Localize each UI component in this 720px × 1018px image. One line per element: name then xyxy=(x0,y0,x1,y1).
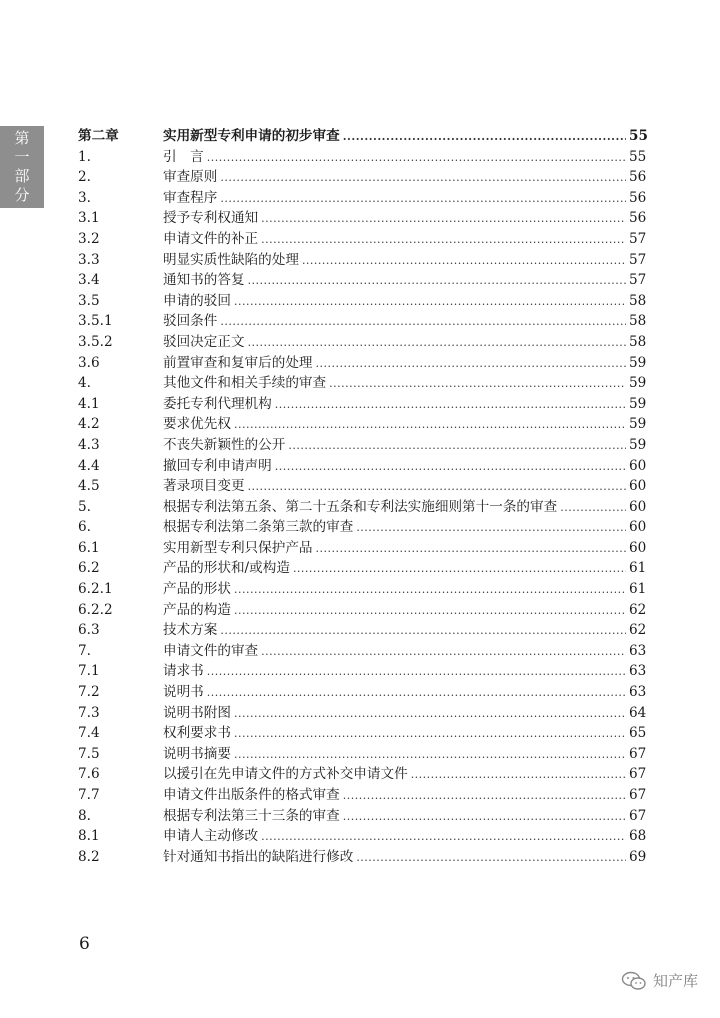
toc-entry-number: 3.1 xyxy=(78,210,100,227)
toc-leader-dots xyxy=(207,151,626,164)
toc-entry-title: 技术方案 xyxy=(163,622,218,639)
toc-leader-dots xyxy=(356,851,626,864)
toc-entry-title: 说明书摘要 xyxy=(163,745,231,762)
toc-entry-title: 产品的形状 xyxy=(163,581,231,598)
toc-leader-dots xyxy=(288,439,626,452)
table-of-contents xyxy=(78,124,648,865)
toc-entry xyxy=(78,227,647,248)
toc-entry-page: 61 xyxy=(629,581,647,598)
toc-leader-dots xyxy=(302,254,626,267)
toc-entry-page: 67 xyxy=(629,787,647,803)
toc-entry-title: 著录项目变更 xyxy=(163,478,245,495)
toc-entry-number: 4.5 xyxy=(78,478,100,495)
toc-leader-dots xyxy=(261,233,626,246)
toc-entry-page: 67 xyxy=(629,745,647,762)
toc-entry-number: 8. xyxy=(78,807,91,824)
toc-entry-title: 驳回决定正文 xyxy=(163,333,245,350)
page-number: 6 xyxy=(79,934,90,954)
toc-leader-dots xyxy=(560,501,626,514)
toc-entry-number: 6.2.2 xyxy=(78,601,113,618)
toc-entry xyxy=(78,515,647,536)
toc-entry xyxy=(78,165,647,186)
toc-entry-page: 67 xyxy=(629,807,647,824)
toc-entry-page: 60 xyxy=(629,539,647,556)
side-tab-char: 分 xyxy=(14,186,30,204)
side-tab-char: 第 xyxy=(14,129,30,147)
toc-entry-title: 申请人主动修改 xyxy=(163,828,259,845)
toc-leader-dots xyxy=(343,810,626,823)
toc-leader-dots xyxy=(248,274,626,287)
toc-leader-dots xyxy=(207,686,626,699)
toc-entry-number: 7.7 xyxy=(78,787,100,803)
toc-entry-page: 59 xyxy=(629,354,647,371)
toc-entry xyxy=(78,824,647,845)
toc-entry-page: 60 xyxy=(629,457,647,474)
toc-entry-number: 7.1 xyxy=(78,663,100,680)
toc-entry xyxy=(78,124,648,145)
toc-entry xyxy=(78,742,647,763)
toc-entry-title: 请求书 xyxy=(163,663,204,680)
toc-entry-title: 实用新型专利申请的初步审查 xyxy=(163,128,340,144)
toc-entry-number: 3.5 xyxy=(78,292,100,309)
toc-entry-page: 60 xyxy=(629,498,647,515)
toc-entry-title: 委托专利代理机构 xyxy=(163,395,272,412)
toc-entry xyxy=(78,762,647,783)
toc-leader-dots xyxy=(234,295,626,308)
toc-entry-number: 3.6 xyxy=(78,354,100,371)
toc-entry-title: 以援引在先申请文件的方式补交申请文件 xyxy=(163,766,408,783)
toc-entry xyxy=(78,268,647,289)
toc-entry-title: 审查原则 xyxy=(163,169,218,186)
toc-entry-page: 57 xyxy=(629,230,647,247)
toc-entry xyxy=(78,392,647,413)
toc-entry-title: 审查程序 xyxy=(163,189,218,206)
toc-entry-number: 7. xyxy=(78,642,91,659)
toc-entry-title: 权利要求书 xyxy=(163,725,231,742)
toc-entry xyxy=(78,598,647,619)
toc-entry-page: 59 xyxy=(629,375,647,392)
toc-leader-dots xyxy=(207,665,626,678)
toc-leader-dots xyxy=(234,707,626,720)
toc-entry xyxy=(78,577,647,598)
toc-entry xyxy=(78,618,647,639)
toc-leader-dots xyxy=(234,727,626,740)
toc-leader-dots xyxy=(275,460,626,473)
toc-entry-number: 第二章 xyxy=(78,128,119,144)
toc-entry-number: 3.5.2 xyxy=(78,333,113,350)
toc-entry-page: 58 xyxy=(629,313,647,330)
toc-entry-page: 63 xyxy=(629,684,647,701)
toc-entry xyxy=(78,536,647,557)
toc-entry-title: 根据专利法第五条、第二十五条和专利法实施细则第十一条的审查 xyxy=(163,498,558,515)
toc-entry-page: 59 xyxy=(629,395,647,412)
toc-leader-dots xyxy=(316,542,626,555)
toc-entry-title: 明显实质性缺陷的处理 xyxy=(163,251,299,268)
toc-leader-dots xyxy=(329,377,626,390)
toc-entry-number: 4.4 xyxy=(78,457,100,474)
toc-entry xyxy=(78,804,647,825)
toc-entry-page: 58 xyxy=(629,292,647,309)
toc-entry-page: 61 xyxy=(629,560,647,577)
toc-entry xyxy=(78,309,647,330)
toc-entry-number: 4.3 xyxy=(78,436,100,453)
toc-entry xyxy=(78,433,647,454)
toc-entry-title: 通知书的答复 xyxy=(163,272,245,289)
toc-entry-page: 67 xyxy=(629,766,647,783)
toc-entry-number: 6. xyxy=(78,519,91,536)
toc-entry-page: 55 xyxy=(629,128,648,144)
toc-entry-page: 62 xyxy=(629,601,647,618)
toc-entry xyxy=(78,371,647,392)
toc-leader-dots xyxy=(316,357,626,370)
toc-leader-dots xyxy=(248,336,626,349)
toc-entry-number: 8.2 xyxy=(78,848,100,865)
toc-entry-title: 申请文件的补正 xyxy=(163,230,259,247)
toc-leader-dots xyxy=(261,645,626,658)
toc-entry-number: 4.1 xyxy=(78,395,100,412)
toc-leader-dots xyxy=(261,830,626,843)
toc-entry-number: 6.3 xyxy=(78,622,100,639)
toc-entry-number: 4. xyxy=(78,375,91,392)
toc-entry-page: 57 xyxy=(629,272,647,289)
toc-leader-dots xyxy=(343,130,626,143)
side-tab-char: 一 xyxy=(14,148,30,166)
toc-entry-page: 56 xyxy=(629,189,647,206)
toc-entry-page: 59 xyxy=(629,436,647,453)
toc-leader-dots xyxy=(275,398,626,411)
toc-entry-title: 驳回条件 xyxy=(163,313,218,330)
toc-entry-page: 60 xyxy=(629,519,647,536)
toc-entry-number: 7.4 xyxy=(78,725,100,742)
toc-entry-title: 其他文件和相关手续的审查 xyxy=(163,375,327,392)
toc-leader-dots xyxy=(356,521,626,534)
toc-leader-dots xyxy=(220,624,626,637)
side-tab-char: 部 xyxy=(14,167,30,185)
toc-entry xyxy=(78,783,647,804)
toc-entry-title: 撤回专利申请声明 xyxy=(163,457,272,474)
toc-entry-page: 56 xyxy=(629,210,647,227)
toc-entry-number: 6.1 xyxy=(78,539,100,556)
toc-entry-title: 申请文件的审查 xyxy=(163,642,259,659)
toc-entry-page: 64 xyxy=(629,704,647,721)
toc-entry-page: 59 xyxy=(629,416,647,433)
toc-entry-page: 68 xyxy=(629,828,647,845)
toc-entry-title: 实用新型专利只保护产品 xyxy=(163,539,313,556)
toc-entry xyxy=(78,351,647,372)
toc-entry-page: 69 xyxy=(629,848,647,865)
toc-entry xyxy=(78,289,647,310)
toc-entry-number: 7.5 xyxy=(78,745,100,762)
toc-entry xyxy=(78,206,647,227)
toc-entry xyxy=(78,556,647,577)
toc-entry-number: 2. xyxy=(78,169,91,186)
toc-entry-number: 1. xyxy=(78,148,91,165)
toc-entry-title: 说明书附图 xyxy=(163,704,231,721)
toc-leader-dots xyxy=(234,583,626,596)
toc-leader-dots xyxy=(248,480,626,493)
toc-entry xyxy=(78,680,647,701)
toc-entry-page: 58 xyxy=(629,333,647,350)
toc-entry-number: 3. xyxy=(78,189,91,206)
toc-entry-title: 授予专利权通知 xyxy=(163,210,259,227)
toc-leader-dots xyxy=(234,748,626,761)
toc-entry-page: 55 xyxy=(629,148,647,165)
toc-entry-title: 申请的驳回 xyxy=(163,292,231,309)
toc-leader-dots xyxy=(343,789,626,802)
toc-entry-number: 6.2.1 xyxy=(78,581,113,598)
toc-entry-title: 根据专利法第三十三条的审查 xyxy=(163,807,340,824)
toc-entry-number: 8.1 xyxy=(78,828,100,845)
toc-leader-dots xyxy=(261,212,626,225)
toc-entry-number: 7.6 xyxy=(78,766,100,783)
toc-entry-title: 产品的形状和/或构造 xyxy=(163,560,290,577)
toc-entry xyxy=(78,454,647,475)
toc-entry-number: 7.3 xyxy=(78,704,100,721)
toc-leader-dots xyxy=(220,171,626,184)
section-side-tab xyxy=(0,126,44,208)
toc-entry xyxy=(78,330,647,351)
toc-entry xyxy=(78,721,647,742)
toc-leader-dots xyxy=(234,604,626,617)
toc-entry-title: 不丧失新颖性的公开 xyxy=(163,436,286,453)
toc-entry-number: 3.4 xyxy=(78,272,100,289)
toc-entry-number: 3.5.1 xyxy=(78,313,113,330)
watermark xyxy=(621,970,698,991)
toc-entry xyxy=(78,701,647,722)
toc-entry-number: 6.2 xyxy=(78,560,100,577)
toc-leader-dots xyxy=(411,768,626,781)
toc-entry-title: 申请文件出版条件的格式审查 xyxy=(163,787,340,803)
watermark-text: 知产库 xyxy=(652,972,698,990)
toc-entry-title: 引 言 xyxy=(163,148,204,165)
toc-leader-dots xyxy=(293,562,626,575)
toc-entry-number: 3.3 xyxy=(78,251,100,268)
toc-entry-number: 4.2 xyxy=(78,416,100,433)
toc-entry-number: 7.2 xyxy=(78,684,100,701)
toc-entry-page: 60 xyxy=(629,478,647,495)
toc-entry-title: 前置审查和复审后的处理 xyxy=(163,354,313,371)
toc-entry-page: 65 xyxy=(629,725,647,742)
toc-entry-page: 56 xyxy=(629,169,647,186)
toc-entry-page: 63 xyxy=(629,642,647,659)
toc-entry-title: 说明书 xyxy=(163,684,204,701)
toc-entry xyxy=(78,495,647,516)
toc-entry xyxy=(78,145,647,166)
toc-entry-page: 63 xyxy=(629,663,647,680)
toc-entry-number: 3.2 xyxy=(78,230,100,247)
toc-entry-title: 针对通知书指出的缺陷进行修改 xyxy=(163,848,354,865)
toc-entry xyxy=(78,412,647,433)
toc-entry-title: 要求优先权 xyxy=(163,416,231,433)
toc-entry xyxy=(78,474,647,495)
toc-entry xyxy=(78,845,647,866)
toc-entry-number: 5. xyxy=(78,498,91,515)
toc-entry xyxy=(78,186,647,207)
wechat-icon xyxy=(621,971,647,991)
toc-entry-page: 62 xyxy=(629,622,647,639)
toc-leader-dots xyxy=(220,192,626,205)
toc-entry-title: 根据专利法第二条第三款的审查 xyxy=(163,519,354,536)
toc-entry-title: 产品的构造 xyxy=(163,601,231,618)
toc-entry xyxy=(78,639,647,660)
toc-leader-dots xyxy=(220,315,626,328)
toc-entry-page: 57 xyxy=(629,251,647,268)
toc-leader-dots xyxy=(234,418,626,431)
toc-entry xyxy=(78,248,647,269)
toc-entry xyxy=(78,659,647,680)
